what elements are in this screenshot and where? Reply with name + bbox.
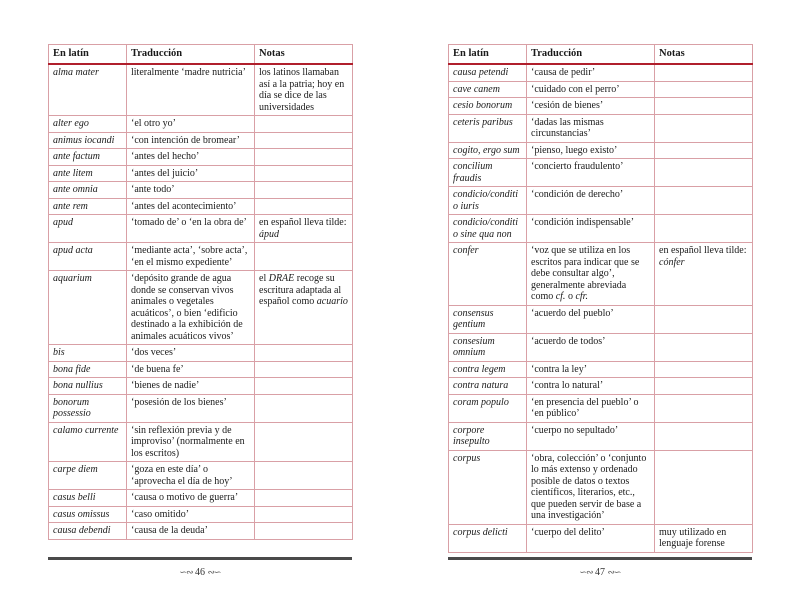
- table-row: [49, 345, 353, 362]
- translation-cell: ‘el otro yo’: [127, 116, 255, 133]
- latin-term: carpe diem: [49, 462, 127, 490]
- notes-cell: [255, 394, 353, 422]
- latin-term: condicio/conditio iuris: [449, 187, 527, 215]
- right-page: [448, 44, 752, 553]
- latin-term: cesio bonorum: [449, 98, 527, 115]
- left-page: [48, 44, 352, 540]
- footer-rule-left: [48, 557, 352, 560]
- notes-cell: [255, 361, 353, 378]
- table-row: [449, 64, 753, 81]
- translation-cell: ‘voz que se utiliza en los escritos para indicar que se debe consultar algo’, generalmente abreviada como cf. o cfr.: [527, 243, 655, 306]
- translation-cell: ‘en presencia del pueblo’ o ‘en público’: [527, 394, 655, 422]
- table-row: [449, 378, 753, 395]
- table-row: [49, 182, 353, 199]
- latin-term: causa petendi: [449, 64, 527, 81]
- translation-cell: ‘contra la ley’: [527, 361, 655, 378]
- translation-cell: ‘antes del juicio’: [127, 165, 255, 182]
- notes-cell: [655, 333, 753, 361]
- translation-cell: ‘sin reflexión previa y de improviso’ (normalmente en los escritos): [127, 422, 255, 462]
- table-row: [49, 132, 353, 149]
- table-row: [49, 64, 353, 116]
- latin-term: casus omissus: [49, 506, 127, 523]
- translation-cell: ‘bienes de nadie’: [127, 378, 255, 395]
- latin-term: cave canem: [449, 81, 527, 98]
- notes-cell: [655, 64, 753, 81]
- latin-term: bonorum possessio: [49, 394, 127, 422]
- table-row: [49, 361, 353, 378]
- ornament-icon: ∾∽: [207, 567, 221, 577]
- notes-cell: [655, 215, 753, 243]
- table-row: [449, 450, 753, 524]
- latin-term: ante omnia: [49, 182, 127, 199]
- translation-cell: ‘antes del hecho’: [127, 149, 255, 166]
- latin-term: ante factum: [49, 149, 127, 166]
- notes-cell: [655, 81, 753, 98]
- table-row: [49, 506, 353, 523]
- notes-cell: [655, 361, 753, 378]
- page-number-value: 47: [595, 567, 605, 578]
- translation-cell: ‘condición de derecho’: [527, 187, 655, 215]
- table-row: [49, 243, 353, 271]
- notes-cell: [255, 243, 353, 271]
- translation-cell: ‘pienso, luego existo’: [527, 142, 655, 159]
- ornament-icon: ∾∽: [607, 567, 621, 577]
- notes-cell: [255, 462, 353, 490]
- latin-term: apud acta: [49, 243, 127, 271]
- header-notes: Notas: [655, 45, 753, 65]
- notes-cell: [655, 305, 753, 333]
- notes-cell: [255, 132, 353, 149]
- latin-term: condicio/conditio sine qua non: [449, 215, 527, 243]
- ornament-icon: ∽∾: [179, 567, 193, 577]
- table-row: [49, 490, 353, 507]
- latin-term: confer: [449, 243, 527, 306]
- header-translation: Traducción: [527, 45, 655, 65]
- table-row: [49, 149, 353, 166]
- translation-cell: literalmente ‘madre nutricia’: [127, 64, 255, 116]
- notes-cell: [655, 394, 753, 422]
- translation-cell: ‘acuerdo de todos’: [527, 333, 655, 361]
- latin-term: causa debendi: [49, 523, 127, 540]
- latin-term: casus belli: [49, 490, 127, 507]
- notes-cell: [255, 506, 353, 523]
- latin-term: ceteris paribus: [449, 114, 527, 142]
- table-row: [49, 271, 353, 345]
- latin-term: cogito, ergo sum: [449, 142, 527, 159]
- latin-term: alma mater: [49, 64, 127, 116]
- header-translation: Traducción: [127, 45, 255, 65]
- latin-term: bona fide: [49, 361, 127, 378]
- translation-cell: ‘acuerdo del pueblo’: [527, 305, 655, 333]
- page-number-right: [448, 567, 752, 578]
- latin-term: coram populo: [449, 394, 527, 422]
- table-row: [49, 215, 353, 243]
- table-row: [449, 98, 753, 115]
- latin-term: ante rem: [49, 198, 127, 215]
- translation-cell: ‘goza en este día’ o ‘aprovecha el día de hoy’: [127, 462, 255, 490]
- header-notes: Notas: [255, 45, 353, 65]
- table-row: [449, 422, 753, 450]
- header-latin: En latín: [49, 45, 127, 65]
- page-number-value: 46: [195, 567, 205, 578]
- latin-term: concilium fraudis: [449, 159, 527, 187]
- notes-cell: [655, 142, 753, 159]
- translation-cell: ‘cuerpo no sepultado’: [527, 422, 655, 450]
- table-header-row: [49, 45, 353, 65]
- table-row: [449, 215, 753, 243]
- translation-cell: ‘mediante acta’, ‘sobre acta’, ‘en el mismo expediente’: [127, 243, 255, 271]
- notes-cell: en español lleva tilde: ápud: [255, 215, 353, 243]
- latin-glossary-table-left: [48, 44, 353, 540]
- ornament-icon: ∽∾: [579, 567, 593, 577]
- translation-cell: ‘dadas las mismas circunstancias’: [527, 114, 655, 142]
- translation-cell: ‘antes del acontecimiento’: [127, 198, 255, 215]
- table-row: [449, 114, 753, 142]
- latin-term: consensus gentium: [449, 305, 527, 333]
- translation-cell: ‘causa o motivo de guerra’: [127, 490, 255, 507]
- table-row: [49, 422, 353, 462]
- translation-cell: ‘posesión de los bienes’: [127, 394, 255, 422]
- latin-term: corpore insepulto: [449, 422, 527, 450]
- notes-cell: [255, 422, 353, 462]
- table-row: [449, 361, 753, 378]
- translation-cell: ‘concierto fraudulento’: [527, 159, 655, 187]
- table-row: [449, 305, 753, 333]
- translation-cell: ‘condición indispensable’: [527, 215, 655, 243]
- table-row: [49, 394, 353, 422]
- latin-term: contra legem: [449, 361, 527, 378]
- latin-term: ante litem: [49, 165, 127, 182]
- notes-cell: [255, 116, 353, 133]
- translation-cell: ‘depósito grande de agua donde se conservan vivos animales o vegetales acuáticos’, o bien ‘edificio destinado a la exhibición de animales acuáticos vivos’: [127, 271, 255, 345]
- notes-cell: muy utilizado en lenguaje forense: [655, 524, 753, 552]
- notes-cell: [655, 159, 753, 187]
- notes-cell: [655, 98, 753, 115]
- notes-cell: [255, 165, 353, 182]
- notes-cell: en español lleva tilde: cónfer: [655, 243, 753, 306]
- translation-cell: ‘con intención de bromear’: [127, 132, 255, 149]
- notes-cell: [655, 422, 753, 450]
- translation-cell: ‘cesión de bienes’: [527, 98, 655, 115]
- translation-cell: ‘causa de pedir’: [527, 64, 655, 81]
- translation-cell: ‘ante todo’: [127, 182, 255, 199]
- notes-cell: [655, 114, 753, 142]
- notes-cell: [655, 450, 753, 524]
- table-row: [449, 142, 753, 159]
- page-number-left: [48, 567, 352, 578]
- latin-term: aquarium: [49, 271, 127, 345]
- table-row: [449, 394, 753, 422]
- translation-cell: ‘contra lo natural’: [527, 378, 655, 395]
- latin-term: animus iocandi: [49, 132, 127, 149]
- table-row: [49, 523, 353, 540]
- header-latin: En latín: [449, 45, 527, 65]
- latin-glossary-table-right: [448, 44, 753, 553]
- notes-cell: [255, 149, 353, 166]
- translation-cell: ‘causa de la deuda’: [127, 523, 255, 540]
- footer-rule-right: [448, 557, 752, 560]
- table-row: [49, 198, 353, 215]
- translation-cell: ‘dos veces’: [127, 345, 255, 362]
- latin-term: alter ego: [49, 116, 127, 133]
- notes-cell: [255, 378, 353, 395]
- notes-cell: [255, 523, 353, 540]
- latin-term: bona nullius: [49, 378, 127, 395]
- table-row: [49, 116, 353, 133]
- table-row: [449, 524, 753, 552]
- translation-cell: ‘cuidado con el perro’: [527, 81, 655, 98]
- latin-term: apud: [49, 215, 127, 243]
- notes-cell: [655, 378, 753, 395]
- latin-term: consesium omnium: [449, 333, 527, 361]
- latin-term: bis: [49, 345, 127, 362]
- table-row: [449, 333, 753, 361]
- notes-cell: [255, 182, 353, 199]
- table-row: [449, 81, 753, 98]
- translation-cell: ‘cuerpo del delito’: [527, 524, 655, 552]
- notes-cell: [655, 187, 753, 215]
- notes-cell: los latinos llamaban así a la patria; hoy en día se dice de las universidades: [255, 64, 353, 116]
- table-row: [449, 159, 753, 187]
- latin-term: contra natura: [449, 378, 527, 395]
- table-row: [449, 187, 753, 215]
- latin-term: corpus delicti: [449, 524, 527, 552]
- translation-cell: ‘caso omitido’: [127, 506, 255, 523]
- table-row: [449, 243, 753, 306]
- table-header-row: [449, 45, 753, 65]
- table-row: [49, 462, 353, 490]
- notes-cell: [255, 198, 353, 215]
- translation-cell: ‘de buena fe’: [127, 361, 255, 378]
- notes-cell: [255, 490, 353, 507]
- translation-cell: ‘obra, colección’ o ‘conjunto lo más extenso y ordenado posible de datos o textos científicos, literarios, etc., que pueden servir de base a una investigación’: [527, 450, 655, 524]
- table-row: [49, 165, 353, 182]
- latin-term: calamo currente: [49, 422, 127, 462]
- table-row: [49, 378, 353, 395]
- notes-cell: el DRAE recoge su escritura adaptada al español como acuario: [255, 271, 353, 345]
- translation-cell: ‘tomado de’ o ‘en la obra de’: [127, 215, 255, 243]
- latin-term: corpus: [449, 450, 527, 524]
- notes-cell: [255, 345, 353, 362]
